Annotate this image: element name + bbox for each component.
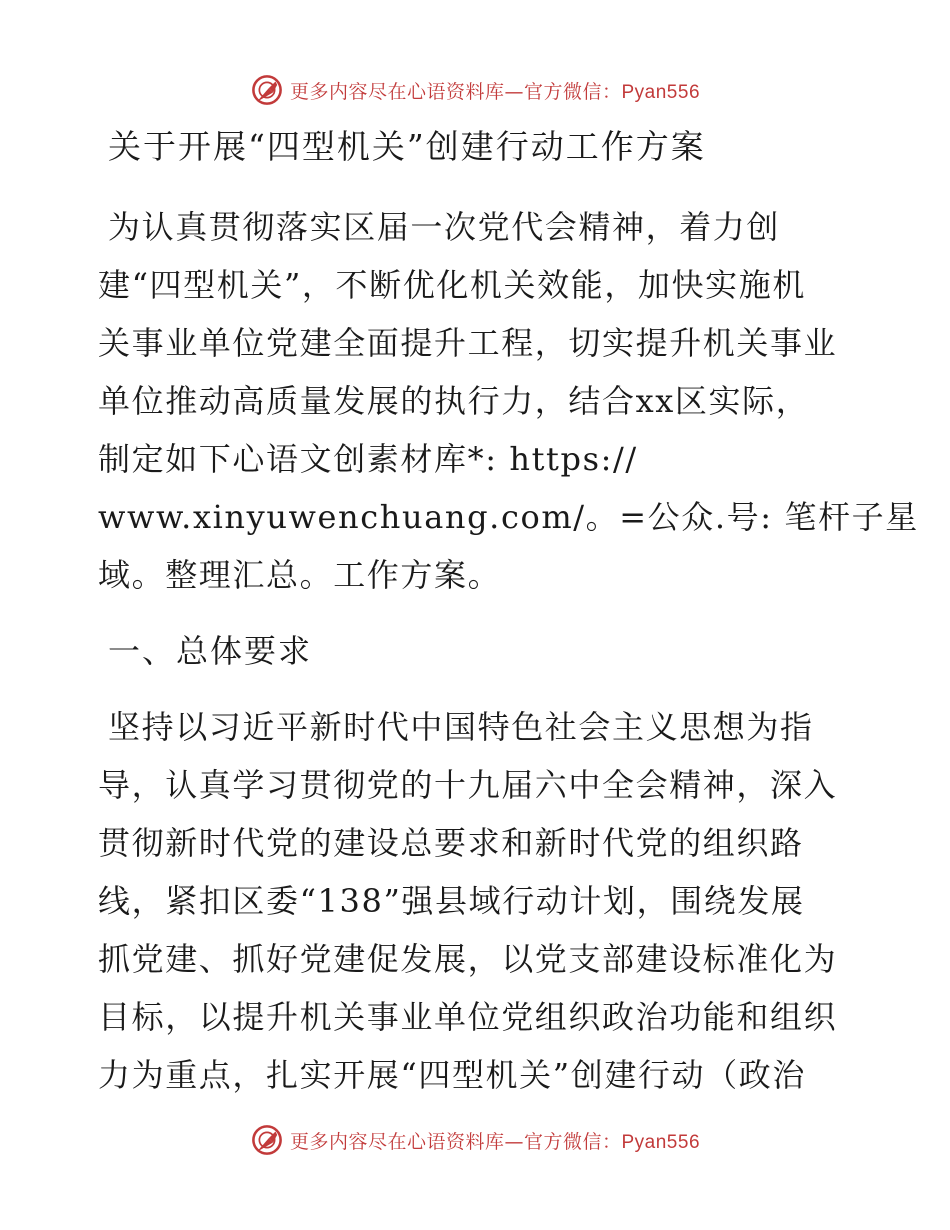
paragraph-intro — [98, 198, 919, 604]
watermark-text — [290, 1127, 700, 1154]
document-body — [98, 118, 919, 1104]
paragraph-line: 导，认真学习贯彻党的十九届六中全会精神，深入 — [98, 766, 838, 804]
paragraph-line: 抓党建、抓好党建促发展，以党支部建设标准化为 — [98, 940, 838, 978]
watermark-wechat-label: 官方微信： — [523, 1130, 622, 1153]
paragraph-line: 制定如下心语文创素材库*: https:// — [98, 440, 638, 478]
watermark-main-text: 更多内容尽在心语资料库 — [289, 1130, 505, 1153]
pen-nib-logo-icon — [250, 73, 284, 107]
watermark-main-text: 更多内容尽在心语资料库 — [289, 80, 505, 103]
spacer — [98, 680, 858, 698]
watermark-text — [290, 77, 700, 104]
watermark-content — [250, 73, 700, 107]
watermark-wechat-id: Pyan556 — [621, 1131, 701, 1153]
watermark-separator: — — [504, 80, 524, 103]
spacer — [98, 176, 858, 198]
paragraph-line: 力为重点，扎实开展“四型机关”创建行动（政治 — [98, 1056, 806, 1094]
paragraph-line: 域。整理汇总。工作方案。 — [98, 556, 502, 594]
paragraph-line: 线，紧扣区委“138”强县域行动计划，围绕发展 — [98, 882, 805, 920]
header-watermark-banner — [0, 70, 950, 110]
watermark-separator: — — [504, 1130, 524, 1153]
section-heading-general-requirements: 一、总体要求 — [108, 632, 313, 670]
paragraph-line: www.xinyuwenchuang.com/。=公众.号: 笔杆子星 — [98, 498, 919, 536]
footer-watermark-banner — [0, 1120, 950, 1160]
watermark-wechat-id: Pyan556 — [621, 81, 701, 103]
paragraph-general-requirements — [98, 698, 858, 1104]
paragraph-line: 为认真贯彻落实区届一次党代会精神，着力创 — [108, 208, 781, 246]
pen-nib-logo-icon — [250, 1123, 284, 1157]
paragraph-line: 单位推动高质量发展的执行力，结合xx区实际， — [98, 382, 810, 420]
watermark-content — [250, 1123, 700, 1157]
paragraph-line: 关事业单位党建全面提升工程，切实提升机关事业 — [98, 324, 838, 362]
spacer — [98, 604, 858, 622]
paragraph-line: 坚持以习近平新时代中国特色社会主义思想为指 — [108, 708, 814, 746]
paragraph-line: 建“四型机关”，不断优化机关效能，加快实施机 — [98, 266, 806, 304]
paragraph-line: 目标，以提升机关事业单位党组织政治功能和组织 — [98, 998, 838, 1036]
paragraph-line: 贯彻新时代党的建设总要求和新时代党的组织路 — [98, 824, 804, 862]
document-title: 关于开展“四型机关”创建行动工作方案 — [108, 127, 706, 166]
watermark-wechat-label: 官方微信： — [523, 80, 622, 103]
